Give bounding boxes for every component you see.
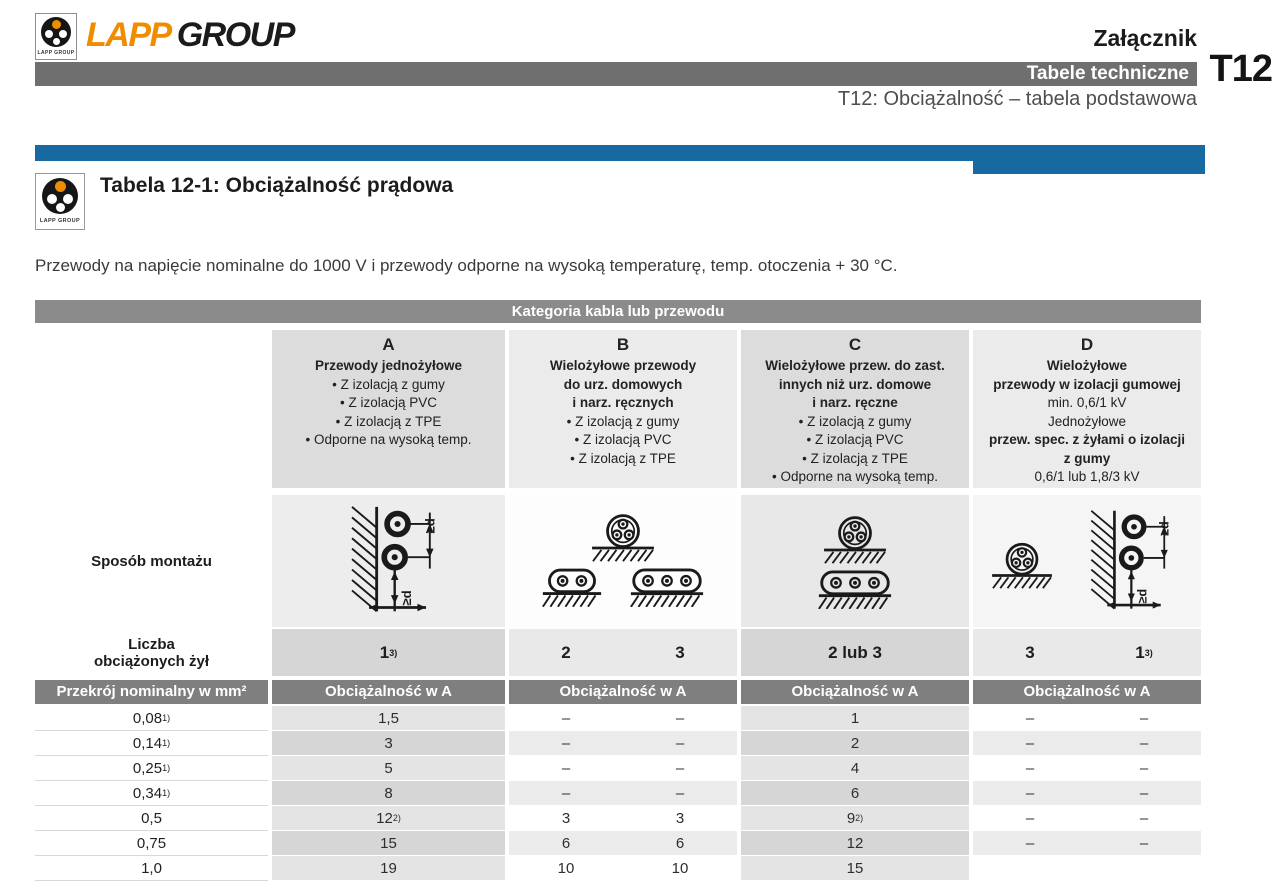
mounting-diagram-d [973, 495, 1201, 627]
cross-section-header: Przekrój nominalny w mm² [35, 680, 268, 704]
value-a: 1,5 [272, 706, 505, 731]
round-cable-on-ground-icon [822, 505, 888, 565]
wall-mount-diagram-icon [1068, 509, 1184, 614]
value-b: 6 6 [509, 831, 737, 856]
row-label: 0,25 1) [35, 756, 268, 781]
value-c: 1 [741, 706, 969, 731]
value-b: – – [509, 731, 737, 756]
category-c: C Wielożyłowe przew. do zast. innych niż urz. domowe i narz. ręczne • Z izolacją z gumy • Z izolacją PVC • Z izolacją z TPE • Odporne na wysoką temp. [741, 330, 969, 488]
logo-caption: LAPP GROUP [39, 218, 81, 224]
category-a: A Przewody jednożyłowe • Z izolacją z gumy • Z izolacją PVC • Z izolacją z TPE • Odporne na wysoką temp. [272, 330, 505, 488]
loaded-cores-d: 3 1 3) [973, 629, 1201, 676]
intro-text: Przewody na napięcie nominalne do 1000 V i przewody odporne na wysoką temperaturę, temp. otoczenia + 30 °C. [35, 256, 898, 275]
row-label: 0,75 [35, 831, 268, 856]
value-b: – – [509, 706, 737, 731]
table-row [35, 781, 1201, 806]
brand-lapp: LAPP [86, 16, 171, 54]
flat-3core-cable-icon [629, 567, 705, 607]
value-c: 12 [741, 831, 969, 856]
value-c: 4 [741, 756, 969, 781]
loaded-cores-a: 1 3) [272, 629, 505, 676]
loaded-cores-row [35, 629, 1201, 676]
capacity-header-c: Obciążalność w A [741, 680, 969, 704]
tab-code: T12 [1209, 48, 1272, 90]
value-d: – – [973, 706, 1201, 731]
value-a: 12 2) [272, 806, 505, 831]
attachment-label: Załącznik [1093, 25, 1197, 51]
blue-rule-thick [973, 145, 1205, 174]
cable-cross-section-icon [41, 17, 71, 47]
category-spacer [35, 330, 268, 488]
table-row [35, 731, 1201, 756]
wall-mount-diagram-icon [327, 505, 451, 617]
value-d: – – [973, 806, 1201, 831]
round-cable-on-ground-icon [590, 503, 656, 563]
brand-wordmark [86, 13, 294, 57]
section-logo-icon [35, 173, 85, 230]
logo-caption: LAPP GROUP [37, 50, 75, 56]
value-a: 5 [272, 756, 505, 781]
blue-rule-thin [35, 145, 973, 161]
capacity-header-a: Obciążalność w A [272, 680, 505, 704]
category-header-row [35, 330, 1201, 488]
table-title: Tabela 12-1: Obciążalność prądowa [100, 174, 454, 197]
row-label: 0,14 1) [35, 731, 268, 756]
value-a: 19 [272, 856, 505, 881]
value-c: 2 [741, 731, 969, 756]
value-d: – – [973, 781, 1201, 806]
row-label: 0,08 1) [35, 706, 268, 731]
cable-cross-section-icon [42, 178, 78, 214]
column-header-row [35, 680, 1201, 704]
value-b: – – [509, 781, 737, 806]
mounting-diagram-c [741, 495, 969, 627]
loaded-cores-b: 2 3 [509, 629, 737, 676]
table-row [35, 856, 1201, 881]
table-row [35, 706, 1201, 731]
value-a: 3 [272, 731, 505, 756]
mounting-row [35, 495, 1201, 627]
table-row [35, 806, 1201, 831]
flat-2core-cable-icon [541, 567, 603, 607]
mounting-label: Sposób montażu [35, 495, 268, 627]
loaded-cores-label: Liczba obciążonych żył [35, 629, 268, 676]
category-b: B Wielożyłowe przewody do urz. domowych i narz. ręcznych • Z izolacją z gumy • Z izolacją PVC • Z izolacją z TPE [509, 330, 737, 488]
value-a: 8 [272, 781, 505, 806]
capacity-table [35, 300, 1201, 881]
data-rows [35, 706, 1201, 881]
lapp-logo-icon [35, 13, 77, 60]
table-row [35, 831, 1201, 856]
row-label: 0,34 1) [35, 781, 268, 806]
mounting-diagram-b [509, 495, 737, 627]
capacity-header-d: Obciążalność w A [973, 680, 1201, 704]
loaded-cores-c: 2 lub 3 [741, 629, 969, 676]
brand-header [35, 13, 294, 60]
brand-group: GROUP [176, 16, 294, 54]
value-d [973, 856, 1201, 881]
round-cable-on-ground-icon [990, 532, 1054, 590]
flat-3core-cable-icon [817, 569, 893, 609]
category-band: Kategoria kabla lub przewodu [35, 300, 1201, 323]
value-c: 15 [741, 856, 969, 881]
value-c: 9 2) [741, 806, 969, 831]
capacity-header-b: Obciążalność w A [509, 680, 737, 704]
section-bar: Tabele techniczne [35, 62, 1197, 86]
value-d: – – [973, 731, 1201, 756]
category-d: D Wielożyłowe przewody w izolacji gumowej min. 0,6/1 kV Jednożyłowe przew. spec. z żyłami o izolacji z gumy 0,6/1 lub 1,8/3 kV [973, 330, 1201, 488]
page-subtitle: T12: Obciążalność – tabela podstawowa [837, 88, 1197, 110]
value-d: – – [973, 756, 1201, 781]
value-b: – – [509, 756, 737, 781]
value-d: – – [973, 831, 1201, 856]
value-c: 6 [741, 781, 969, 806]
mounting-diagram-a [272, 495, 505, 627]
value-b: 10 10 [509, 856, 737, 881]
value-a: 15 [272, 831, 505, 856]
value-b: 3 3 [509, 806, 737, 831]
row-label: 1,0 [35, 856, 268, 881]
table-row [35, 756, 1201, 781]
row-label: 0,5 [35, 806, 268, 831]
